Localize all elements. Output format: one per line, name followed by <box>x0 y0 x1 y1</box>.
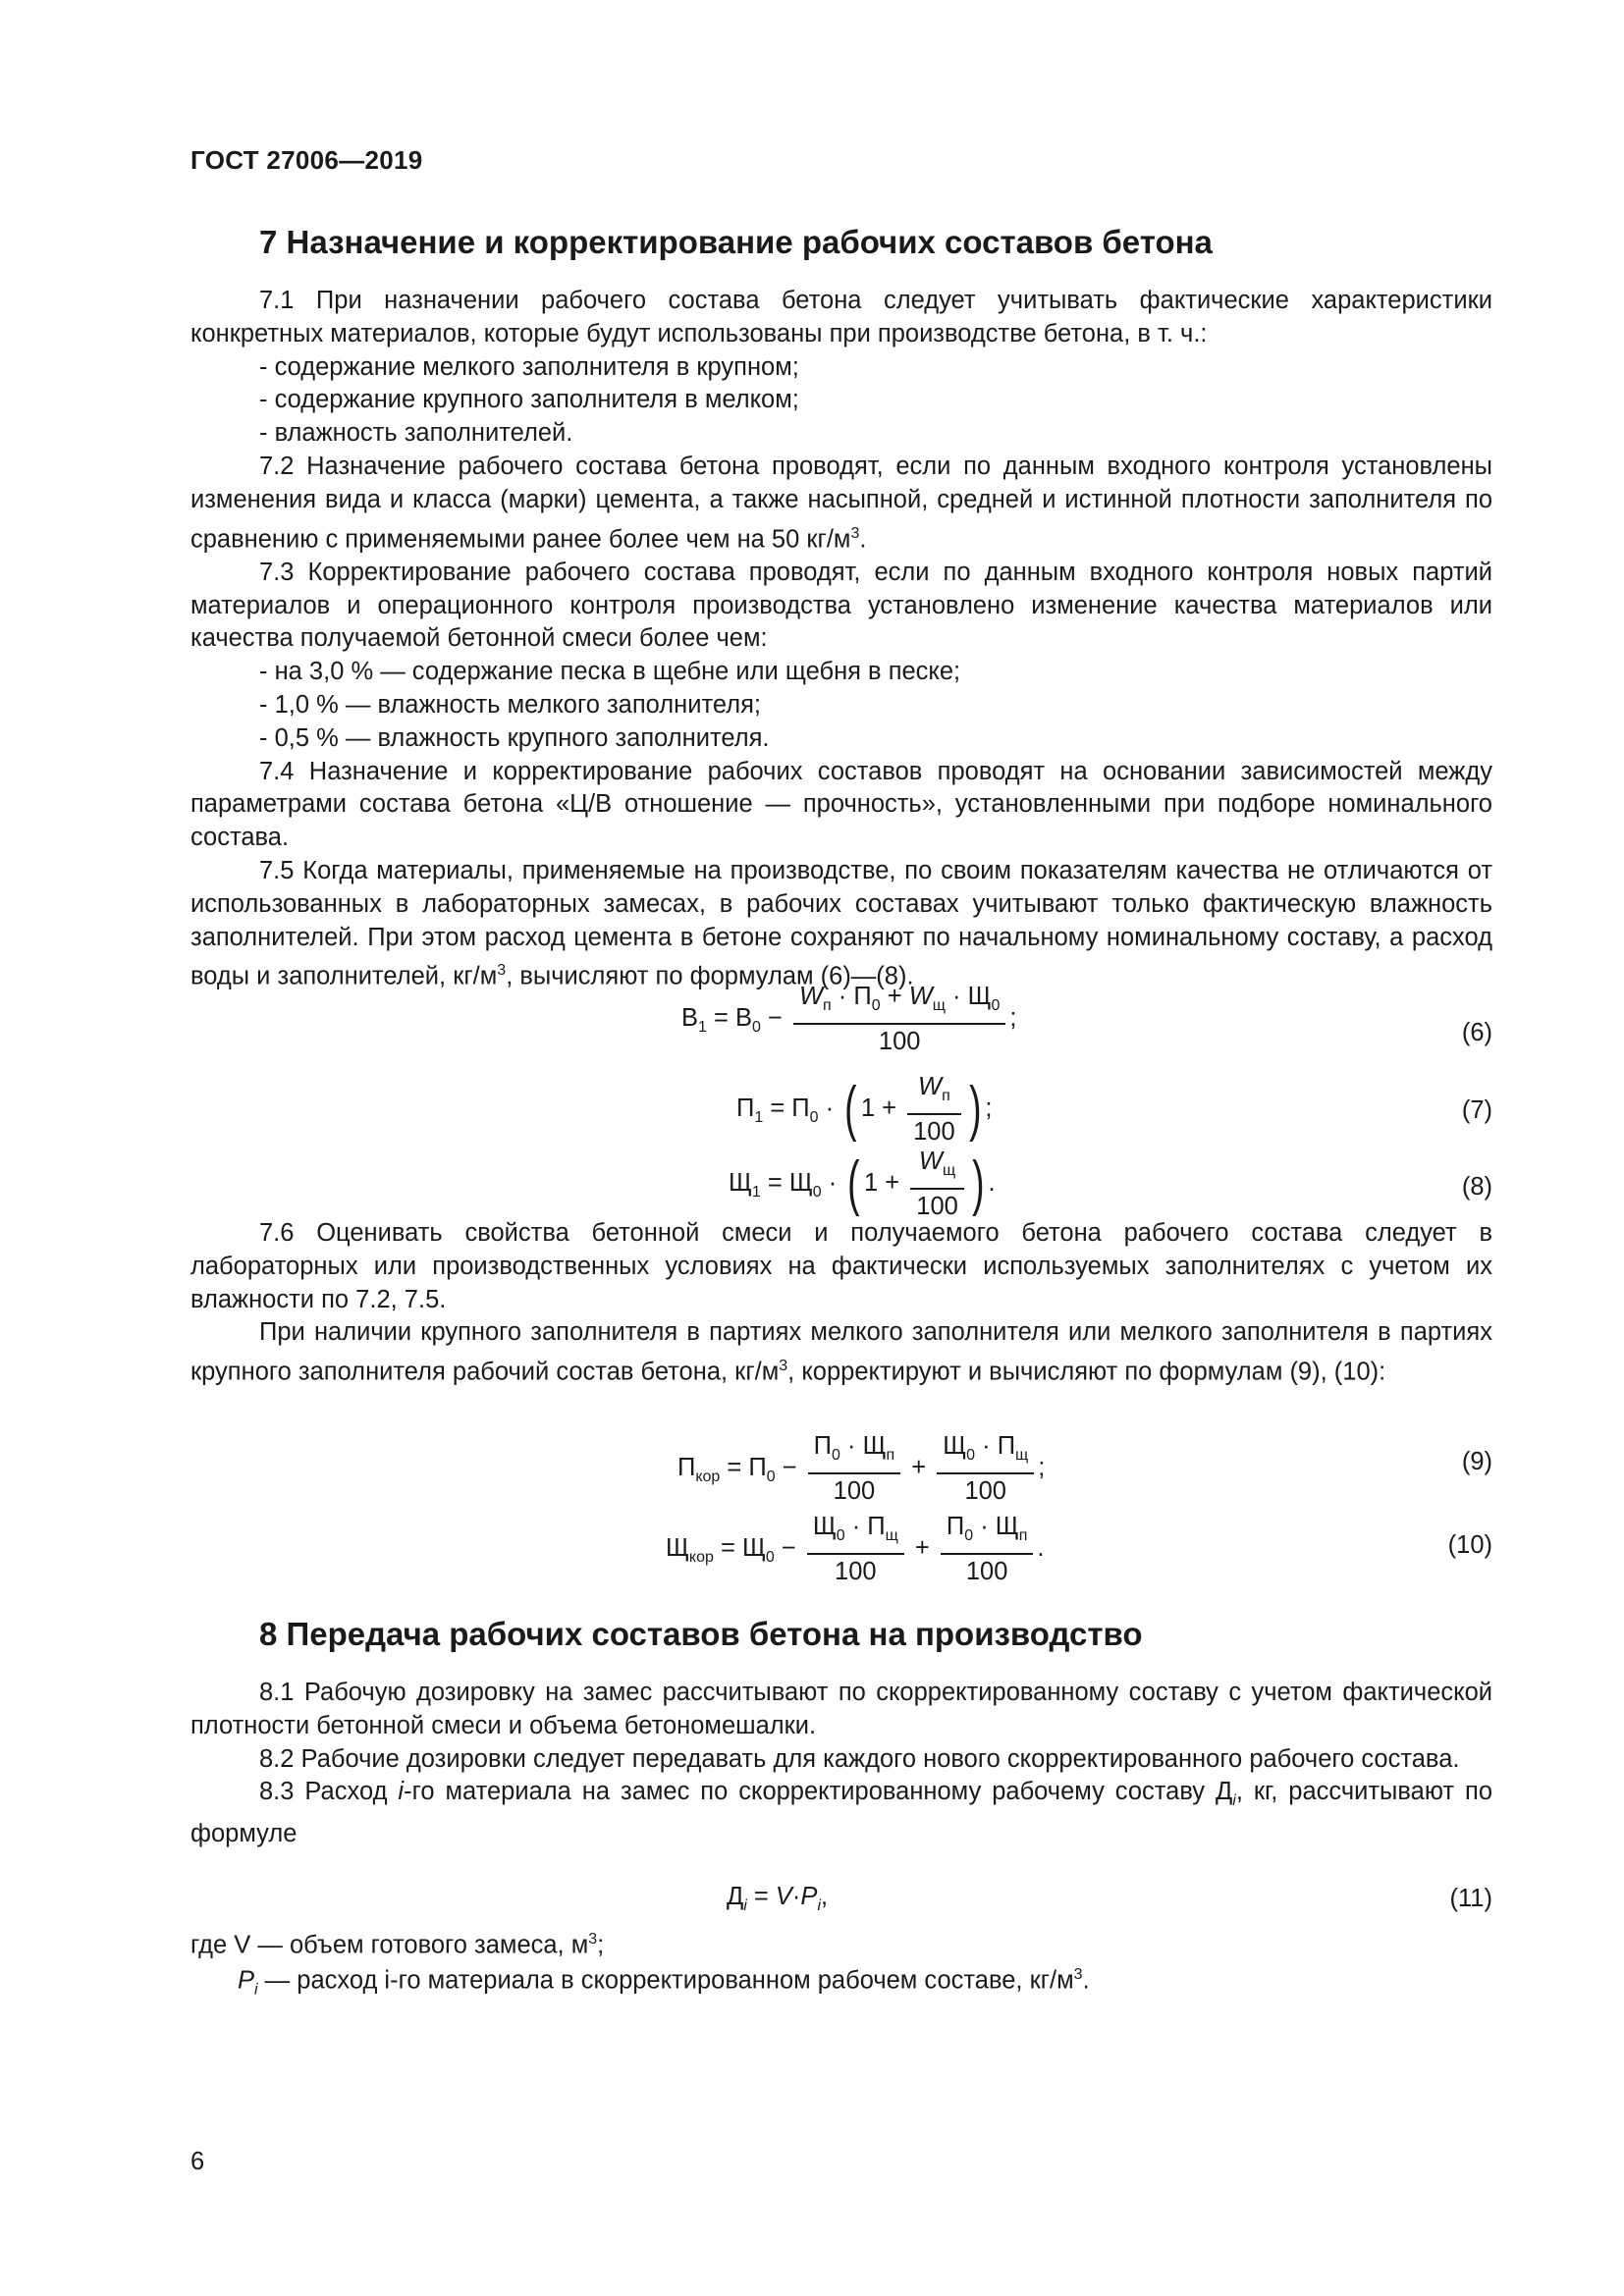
list-item: - влажность заполнителей. <box>259 419 573 448</box>
paragraph-7-3: 7.3 Корректирование рабочего состава проводят, если по данным входного контроля новых партий материалов и операционного контроля производства установлено изменение качества материалов или качества получаемой бетонной смеси более чем: <box>190 558 1492 653</box>
document-code: ГОСТ 27006—2019 <box>190 145 423 175</box>
section-7-body <box>190 285 1492 994</box>
formula-number-6: (6) <box>1461 1019 1492 1046</box>
paragraph-7-1: 7.1 При назначении рабочего состава бетона следует учитывать фактические характеристики конкретных материалов, которые будут использованы при производстве бетона, в т. ч.: <box>190 287 1492 347</box>
paragraph-7-7: При наличии крупного заполнителя в партиях мелкого заполнителя или мелкого заполнителя в партиях крупного заполнителя рабочий состав бетона, $кг/м^3$, корректируют и вычисляют по формулам (9), (10): <box>190 1318 1492 1386</box>
paragraph-7-2: 7.2 Назначение рабочего состава бетона проводят, если по данным входного контроля установлены изменения вида и класса (марки) цемента, а также насыпной, средней и истинной плотности заполнителя по сравнению с применяемыми ранее более чем на 50 $кг/м^3$. <box>190 452 1492 554</box>
formula-11: $Д_i = V\cdot P_i$, <box>727 1883 829 1915</box>
paragraph-8-3: 8.3 Расход i-го материала на замес по скорректированному рабочему составу $Д_i$, кг, рассчитывают по формуле <box>190 1778 1492 1848</box>
list-item: - 1,0 % — влажность мелкого заполнителя; <box>259 691 761 720</box>
section-8-body <box>190 1677 1492 1851</box>
formula-7: $П_1 = П_0$ · ( 1 + $\frac{W_п}{100}$ ) ; <box>736 1070 992 1148</box>
where-v: где V — объем готового замеса, $м^3$; <box>190 1931 605 1959</box>
paragraph-7-4: 7.4 Назначение и корректирование рабочих составов проводят на основании зависимостей между параметрами состава бетона «Ц/В отношение — прочность», установленными при подборе номинального состава. <box>190 757 1492 852</box>
formula-10: $Щ_{кор} = Щ_0$ − $\frac{Щ_0 \cdot П_щ}{100}$ + $\frac{П_0 \cdot Щ_п}{100}$ . <box>666 1510 1044 1588</box>
paragraph-8-2: 8.2 Рабочие дозировки следует передавать для каждого нового скорректированного рабочего состава. <box>259 1744 1460 1773</box>
formula-9: $П_{кор} = П_0$ − $\frac{П_0 \cdot Щ_п}{100}$ + $\frac{Щ_0 \cdot П_щ}{100}$ ; <box>677 1429 1045 1508</box>
section-7-body-continued <box>190 1217 1492 1389</box>
section-8-heading: 8 Передача рабочих составов бетона на производство <box>259 1616 1143 1652</box>
page-number: 6 <box>190 2148 205 2175</box>
formula-number-10: (10) <box>1447 1531 1492 1559</box>
where-p: $P_i$ — расход i-го материала в скорректированном рабочем составе, $кг/м^3$. <box>238 1966 1090 1999</box>
list-item: - на 3,0 % — содержание песка в щебне или щебня в песке; <box>259 658 961 686</box>
section-7-heading: 7 Назначение и корректирование рабочих составов бетона <box>259 224 1213 260</box>
formula-number-8: (8) <box>1461 1173 1492 1201</box>
formula-6: $В_1 = В_0$ − $\frac{W_п \cdot П_0 + W_щ \cdot Щ_0}{100}$ ; <box>681 980 1017 1058</box>
formula-number-7: (7) <box>1461 1096 1492 1124</box>
paragraph-8-1: 8.1 Рабочую дозировку на замес рассчитывают по скорректированному составу с учетом фактической плотности бетонной смеси и объема бетономешалки. <box>190 1679 1492 1739</box>
list-item: - содержание мелкого заполнителя в крупном; <box>259 352 799 381</box>
formula-number-11: (11) <box>1449 1885 1492 1912</box>
paragraph-7-6: 7.6 Оценивать свойства бетонной смеси и получаемого бетона рабочего состава следует в лабораторных или производственных условиях на фактически используемых заполнителях с учетом их влажности по 7.2, 7.5. <box>190 1219 1492 1313</box>
formula-number-9: (9) <box>1461 1448 1492 1475</box>
list-item: - 0,5 % — влажность крупного заполнителя. <box>259 723 770 752</box>
list-item: - содержание крупного заполнителя в мелком; <box>259 386 799 414</box>
paragraph-7-5: 7.5 Когда материалы, применяемые на производстве, по своим показателям качества не отличаются от использованных в лабораторных замесах, в рабочих составах учитывают только фактическую влажность заполнителей. При этом расход цемента в бетоне сохраняют по начальному номинальному составу, а расход воды и заполнителей, $кг/м^3$, вычисляют по формулам (6)—(8). <box>190 857 1492 990</box>
formula-8: $Щ_1 = Щ_0$ · ( 1 + $\frac{W_щ}{100}$ ) . <box>729 1145 996 1223</box>
